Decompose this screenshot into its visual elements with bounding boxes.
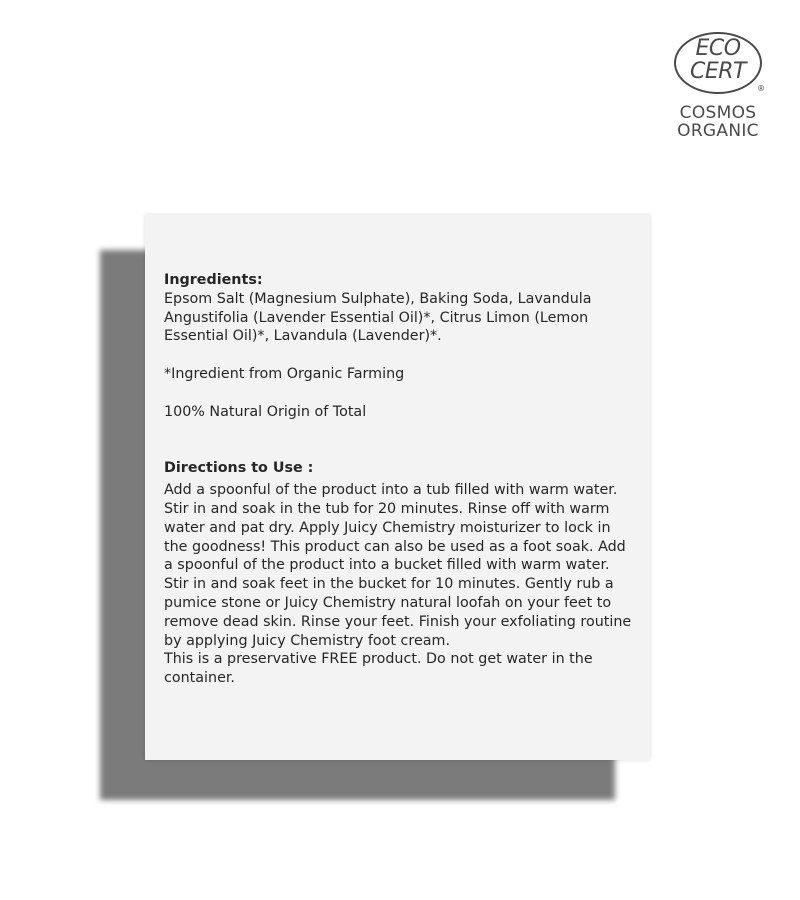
registered-mark: ® <box>757 84 765 93</box>
ecocert-cosmos-organic-logo <box>668 28 778 146</box>
directions-heading: Directions to Use : <box>164 460 314 477</box>
logo-organic-text: ORGANIC <box>677 121 759 141</box>
preservative-note: This is a preservative FREE product. Do not get water in the container. <box>164 651 593 687</box>
label-content <box>164 271 636 688</box>
natural-origin-note: 100% Natural Origin of Total <box>164 403 367 420</box>
logo-eco-text: ECO <box>695 36 741 61</box>
organic-farming-note: *Ingredient from Organic Farming <box>164 365 405 382</box>
logo-cosmos-text: COSMOS <box>679 103 757 123</box>
directions-text: Add a spoonful of the product into a tub filled with warm water. Stir in and soak in the tub for 20 minutes. Rinse off with warm water and pat dry. Apply Juicy Chemistry moisturizer to lock in the goodness! This product can also be used as a foot soak. Add a spoonful of the product into a bucket filled with warm water. Stir in and soak feet in the bucket for 10 minutes. Gently rub a pumice stone or Juicy Chemistry natural loofah on your feet to remove dead skin. Rinse your feet. Finish your exfoliating routine by applying Juicy Chemistry foot cream. <box>164 482 632 649</box>
ingredients-text: Epsom Salt (Magnesium Sulphate), Baking Soda, Lavandula Angustifolia (Lavender Essential Oil)*, Citrus Limon (Lemon Essential Oil)*, Lavandula (Lavender)*. <box>164 290 592 345</box>
ingredients-heading: Ingredients: <box>164 272 263 288</box>
logo-cert-text: CERT <box>690 59 746 84</box>
